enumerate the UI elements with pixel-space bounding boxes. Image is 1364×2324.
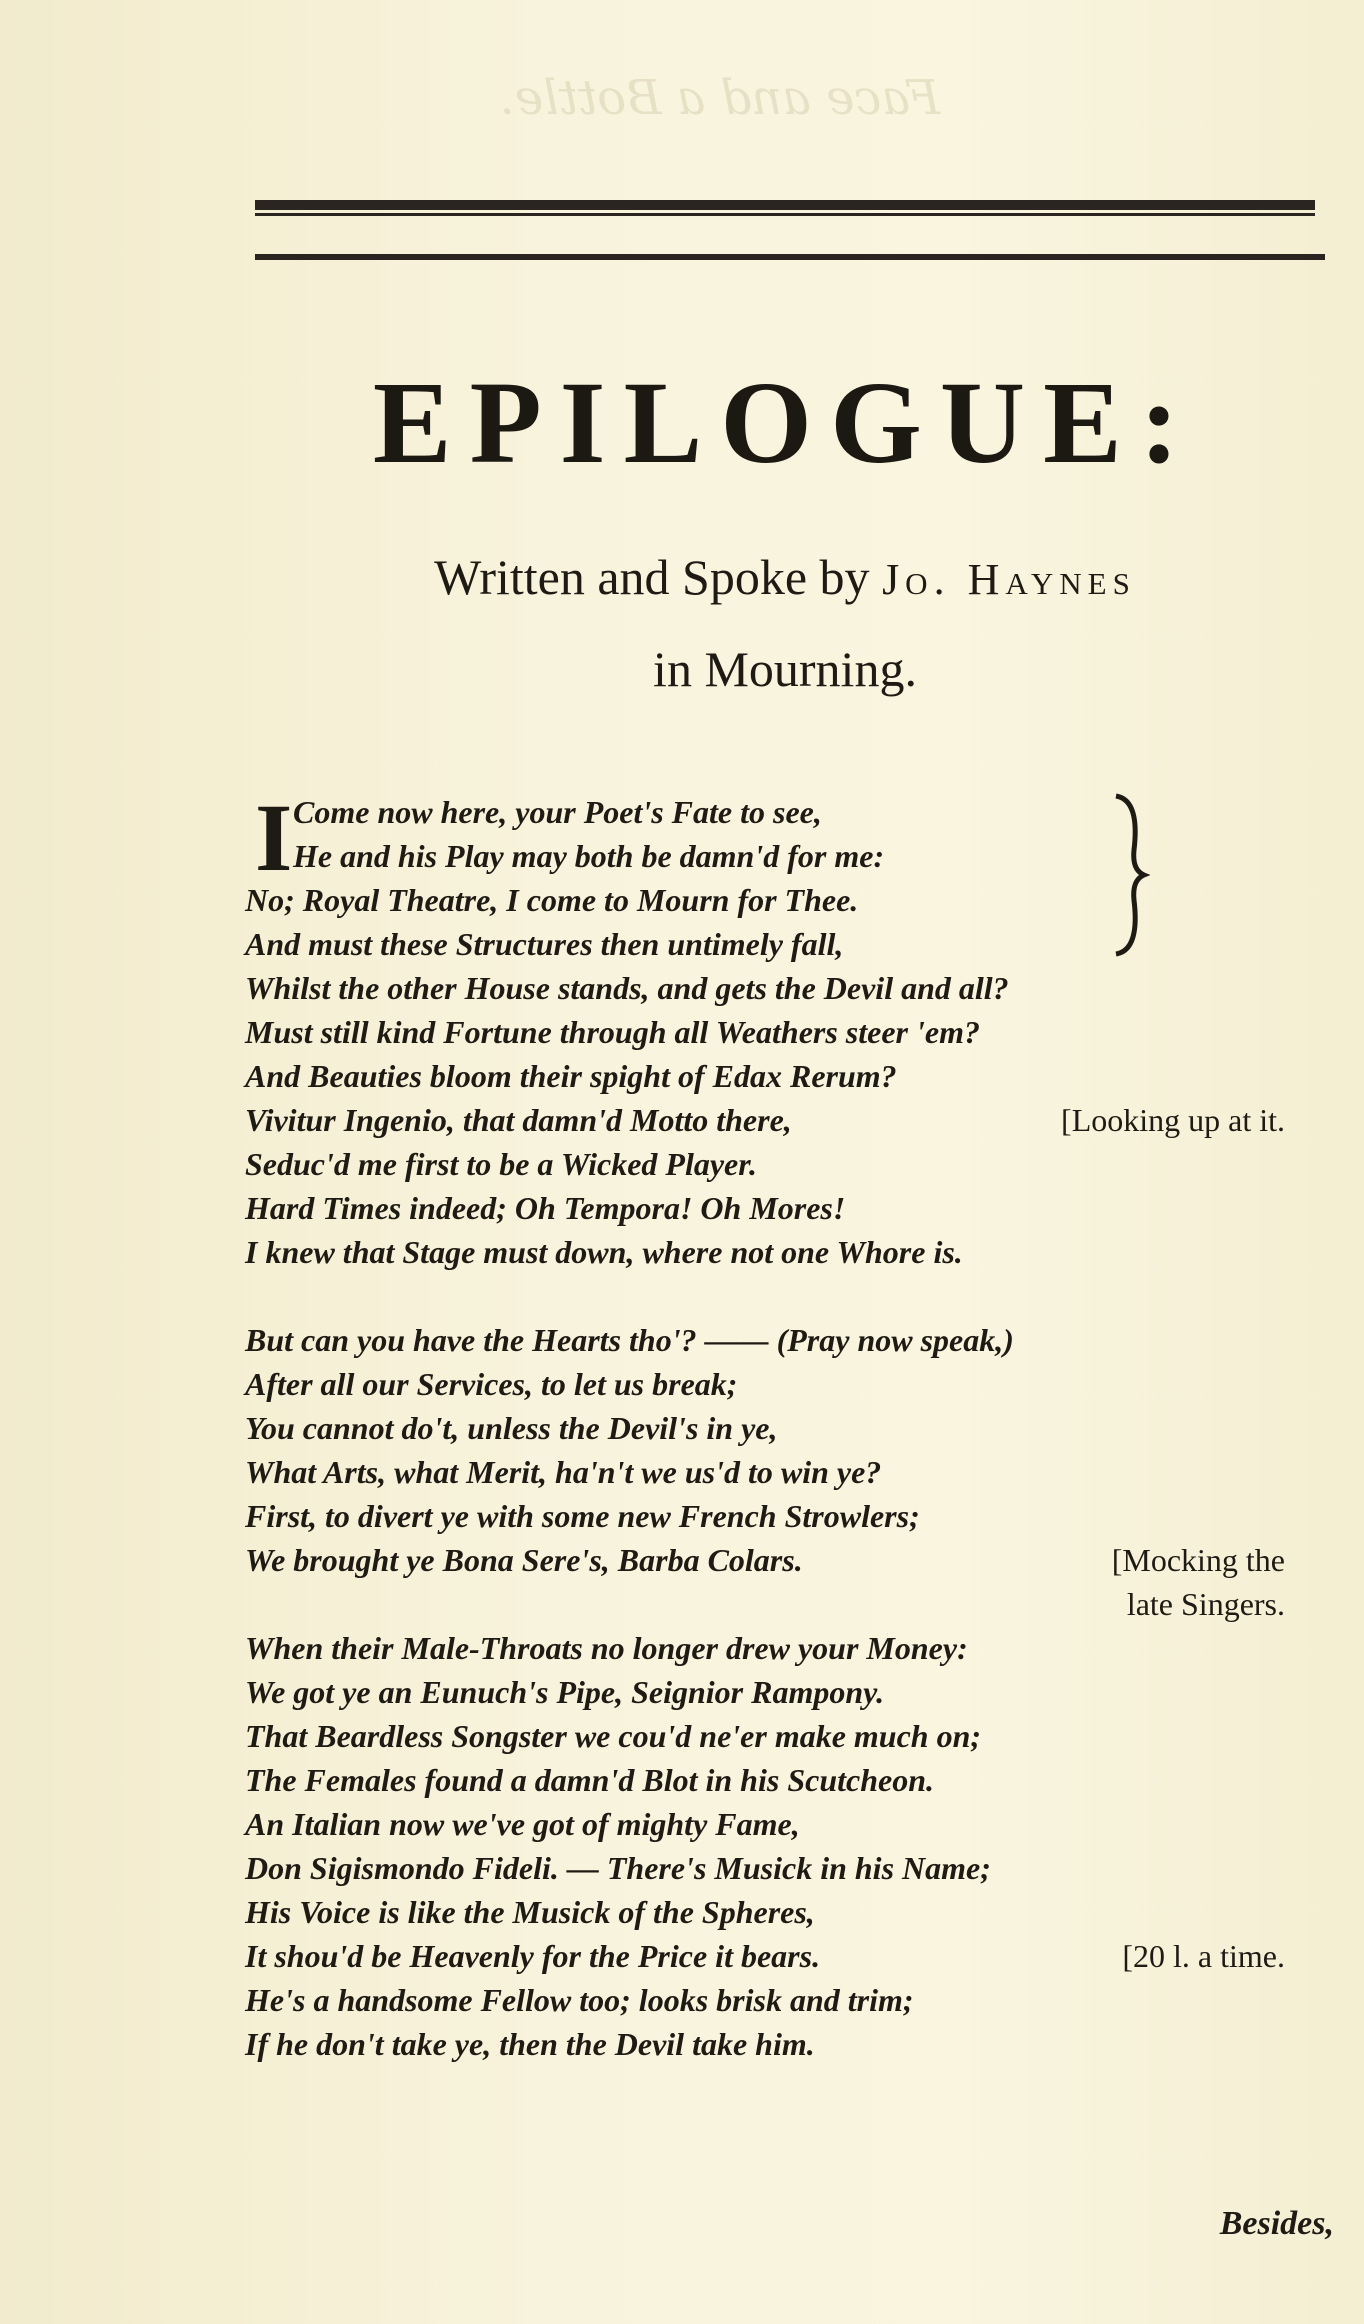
subtitle-line-1 [255, 548, 1315, 606]
verse-line [245, 1450, 1325, 1494]
verse-line [245, 1934, 1325, 1978]
verse-line [245, 1758, 1325, 1802]
verse-text: You cannot do't, unless the Devil's in ye, [245, 1410, 778, 1446]
verse-text: We brought ye Bona Sere's, Barba Colars. [245, 1542, 803, 1578]
verse-line [245, 1494, 1325, 1538]
verse-text: First, to divert ye with some new French Strowlers; [245, 1498, 920, 1534]
verse-text: If he don't take ye, then the Devil take him. [245, 2026, 815, 2062]
verse-text: Whilst the other House stands, and gets the Devil and all? [245, 970, 1009, 1006]
drop-cap: I [255, 784, 293, 891]
verse-line [245, 1318, 1325, 1362]
verse-text: What Arts, what Merit, ha'n't we us'd to win ye? [245, 1454, 882, 1490]
stage-direction: late Singers. [1126, 1586, 1285, 1622]
verse-text: The Females found a damn'd Blot in his Scutcheon. [245, 1762, 934, 1798]
page-title: EPILOGUE: [372, 357, 1198, 488]
second-rule [255, 254, 1325, 260]
verse-line [245, 1010, 1325, 1054]
verse-text: He's a handsome Fellow too; looks brisk and trim; [245, 1982, 914, 2018]
top-rule-thick [255, 200, 1315, 210]
verse-line [245, 1846, 1325, 1890]
verse-text: Must still kind Fortune through all Weathers steer 'em? [245, 1014, 980, 1050]
verse-text: He and his Play may both be damn'd for me: [293, 838, 885, 874]
verse-line [245, 1978, 1325, 2022]
verse-text: No; Royal Theatre, I come to Mourn for Thee. [245, 882, 859, 918]
catchword: Besides, [1219, 2205, 1334, 2242]
verse-line [245, 878, 1325, 922]
verse-text: Hard Times indeed; Oh Tempora! Oh Mores! [245, 1190, 846, 1226]
verse-text: I knew that Stage must down, where not one Whore is. [245, 1234, 963, 1270]
verse-line [245, 1714, 1325, 1758]
verse-line [245, 1098, 1325, 1142]
verse-text: Don Sigismondo Fideli. — There's Musick in his Name; [245, 1850, 991, 1886]
verse-line [245, 2022, 1325, 2066]
verse-line [245, 1186, 1325, 1230]
verse-line [245, 834, 1325, 878]
verse-line [245, 1626, 1325, 1670]
verse-text: It shou'd be Heavenly for the Price it bears. [245, 1938, 821, 1974]
verse-line [245, 1890, 1325, 1934]
subtitle-text: Written and Spoke by [434, 549, 870, 605]
verse-line [245, 1362, 1325, 1406]
verse-line [245, 790, 1325, 834]
verse-text: When their Male-Throats no longer drew your Money: [245, 1630, 968, 1666]
verse-text: Come now here, your Poet's Fate to see, [293, 794, 822, 830]
verse-line [245, 1538, 1325, 1582]
subtitle-line-2: in Mourning. [653, 641, 917, 697]
verse-line [245, 1142, 1325, 1186]
verse-line [245, 1802, 1325, 1846]
verse-text: Vivitur Ingenio, that damn'd Motto there, [245, 1102, 792, 1138]
verse-text: After all our Services, to let us break; [245, 1366, 738, 1402]
verse-text: We got ye an Eunuch's Pipe, Seignior Rampony. [245, 1674, 885, 1710]
stage-direction: [20 l. a time. [1122, 1938, 1285, 1974]
verse-text: That Beardless Songster we cou'd ne'er make much on; [245, 1718, 982, 1754]
stanza-2 [245, 1318, 1325, 2066]
epilogue-verses [245, 784, 1325, 2066]
stanza-1 [245, 784, 1325, 1274]
verse-line [245, 1230, 1325, 1274]
top-rule-thin [255, 213, 1315, 216]
verse-text: An Italian now we've got of mighty Fame, [245, 1806, 800, 1842]
verse-line [245, 1582, 1325, 1626]
verse-text: But can you have the Hearts tho'? —— (Pray now speak,) [245, 1322, 1014, 1358]
verse-text: His Voice is like the Musick of the Spheres, [245, 1894, 815, 1930]
verse-text: And Beauties bloom their spight of Edax Rerum? [245, 1058, 897, 1094]
stage-direction: [Mocking the [1111, 1542, 1285, 1578]
verse-text: And must these Structures then untimely fall, [245, 926, 844, 962]
verse-text: Seduc'd me first to be a Wicked Player. [245, 1146, 757, 1182]
author-name: Jo. Haynes [882, 555, 1136, 604]
verse-line [245, 1054, 1325, 1098]
bleed-through-text: Face and a Bottle. [499, 70, 940, 126]
verse-line [245, 922, 1325, 966]
stage-direction: [Looking up at it. [1061, 1102, 1285, 1138]
verse-line [245, 1670, 1325, 1714]
verse-line [245, 966, 1325, 1010]
verse-line [245, 1406, 1325, 1450]
